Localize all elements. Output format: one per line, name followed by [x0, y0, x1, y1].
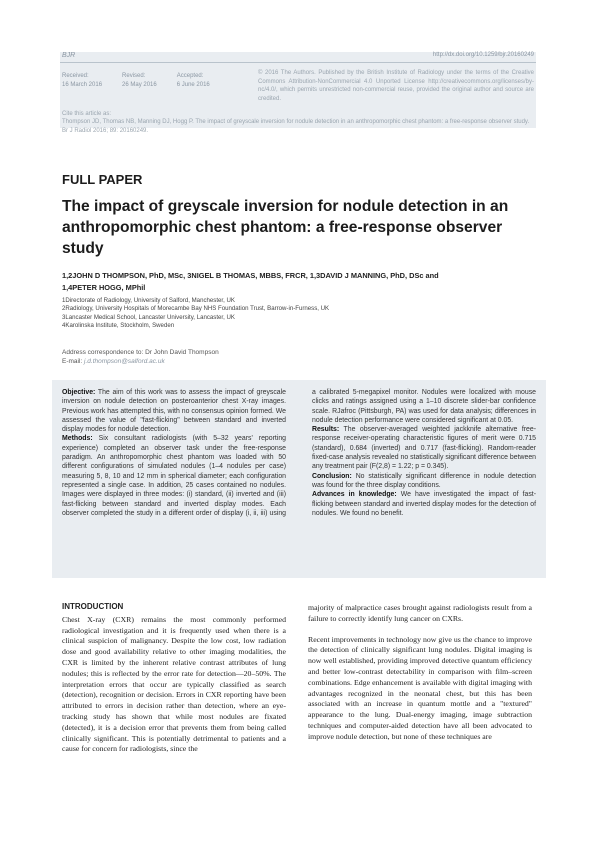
article-meta-band — [60, 52, 536, 134]
intro-paragraph-2: Recent improvements in technology now give us the chance to improve the detection of clinically significant lung nodules. Digital imaging is now well established, providing improved detective quantum efficiency and better low-contrast detectability in comparison with film–screen combinations. Edge enhancement is available with digital imaging with advantages recognized in the neonatal chest, but this has been associated with an increase in quantum mottle and a "textured" appearance to the lung. Dual-energy imaging, image subtraction techniques and computer-aided detection have all been advocated to improve nodule detection, but none of these techniques are — [308, 634, 532, 741]
methods-heading: Methods: — [62, 435, 93, 443]
advances-heading: Advances in knowledge: — [312, 491, 397, 499]
authors-line-1: 1,2JOHN D THOMPSON, PhD, MSc, 3NIGEL B THOMAS, MBBS, FRCR, 1,3DAVID J MANNING, PhD, DSc and — [62, 271, 439, 280]
advances-body: We have investigated the impact of fast-flicking between standard and inverted display modes for the detection of nodules. We found no benefit. — [312, 491, 536, 517]
conclusion-section — [312, 472, 536, 491]
results-heading: Results: — [312, 426, 340, 434]
objective-body: The aim of this work was to assess the impact of greyscale inversion on nodule detection on posteroanterior chest X-ray images. Previous work has attempted this, with no consensus opinion formed. We assessed the value of "fast-flicking" between standard and inverted display modes for nodule detection. — [62, 389, 286, 434]
affiliations — [62, 297, 482, 331]
conclusion-heading: Conclusion: — [312, 472, 352, 480]
cite-text: Thompson JD, Thomas NB, Manning DJ, Hogg P. The impact of greyscale inversion for nodule detection in an anthropomorphic chest phantom: a free-response observer study. Br J Radiol 2016; 89: 20160249. — [62, 119, 530, 134]
results-body: The observer-averaged weighted jackknife alternative free-response receiver-operating characteristic figures of merit were 0.715 (standard), 0.684 (inverted) and 0.717 (fast-flicking). Random-reader fixed-case analysis revealed no statistically significant difference between any treatment pair (F(2,8) = 1.22; p = 0.345). — [312, 426, 536, 471]
abstract-box — [52, 380, 546, 578]
license-text: © 2016 The Authors. Published by the British Institute of Radiology under the terms of the Creative Commons Attribution-NonCommercial 4.0 Unported License http://creativecommons.org/licenses/by-nc/4.0/, which permits unrestricted non-commercial reuse, provided the original author and source are credited. — [258, 70, 534, 102]
article-title: The impact of greyscale inversion for nodule detection in an anthropomorphic chest phantom: a free-response observer study — [62, 198, 509, 257]
section-heading: INTRODUCTION — [62, 602, 124, 611]
intro-paragraph-cont: majority of malpractice cases brought against radiologists result from a failure to correctly identify lung cancer on CXRs. — [308, 603, 532, 623]
dates-row — [62, 72, 210, 90]
received-date: Received: 16 March 2016 — [62, 73, 103, 88]
abstract-text — [62, 388, 536, 572]
objective-heading: Objective: — [62, 389, 96, 396]
article-type: FULL PAPER — [62, 172, 143, 187]
address-label: Address correspondence to: Dr John David Thompson — [62, 349, 219, 356]
advances-section — [312, 490, 536, 518]
cite-label: Cite this article as: — [62, 111, 112, 117]
author-list — [62, 270, 482, 294]
affiliation-item: 4Karolinska Institute, Stockholm, Sweden — [62, 322, 175, 330]
methods-body: Six consultant radiologists (with 5–32 years' reporting experience) completed an observer task under the free-response paradigm. An anthropomorphic chest phantom was loaded with 50 different configurations of simulated nodules (1–4 nodules per case) measuring 5, 8, 10 and 12 mm in spherical diameter; each configuration represented a single case. In addition, 25 cases contained no nodules. Images were displayed in three modes: (i) standard, (ii) inverted and (iii) fast-flicking between standard and inverted display modes. Each observer completed the study in a different order of display (i, ii, iii) using a calibrated 5-megapixel monitor. Nodules were localized with mouse clicks and ratings assigned using a 1–10 discrete slider-bar confidence scale. RJafroc (Pittsburgh, PA) was used for data analysis; differences in nodule detection performance were considered significant at 0.05. — [62, 389, 536, 517]
meta-divider — [60, 62, 536, 63]
email-label: E-mail: — [62, 358, 83, 365]
journal-name: BJR — [62, 52, 76, 59]
affiliation-item: 3Lancaster Medical School, Lancaster University, Lancaster, UK — [62, 313, 235, 321]
revised-date: Revised: 26 May 2016 — [122, 73, 157, 88]
body-left-column — [62, 602, 286, 755]
objective-section — [62, 388, 286, 434]
accepted-date: Accepted: 6 June 2016 — [176, 73, 210, 88]
affiliation-item: 2Radiology, University Hospitals of Morecambe Bay NHS Foundation Trust, Barrow-in-Furness, UK — [62, 305, 330, 313]
email-link[interactable]: j.d.thompson@salford.ac.uk — [84, 358, 165, 365]
correspondence — [62, 348, 219, 366]
citation — [62, 110, 532, 135]
intro-paragraph: Chest X-ray (CXR) remains the most commonly performed radiological investigation and it is frequently used when there is a clinical suspicion of malignancy. Despite the low cost, low radiation dose and good availability relative to other imaging modalities, the CXR is limited by the inherent relative contrast attributes of lung nodules; this is reflected by the error rate for detection—20–50%. The interpretation errors that occur are typically classified as search (detection), recognition or decision. Errors in CXR reporting have been attributed to errors in decision rather than detection, where an eye-tracking study has shown that while most nodules are fixated (detected), it is a decision error that prevents them from being called clinically significant. This is potentially detrimental to patients and a cause for concern for radiologists, since the — [62, 614, 286, 754]
doi-link[interactable]: http://dx.doi.org/10.1259/bjr.20160249 — [432, 52, 534, 58]
affiliation-item: 1Directorate of Radiology, University of Salford, Manchester, UK — [62, 297, 235, 304]
authors-line-2: 1,4PETER HOGG, MPhil — [62, 283, 146, 292]
results-section — [312, 425, 536, 471]
conclusion-body: No statistically significant difference in nodule detection was found for the three display conditions. — [312, 472, 536, 489]
body-right-column — [308, 603, 532, 743]
